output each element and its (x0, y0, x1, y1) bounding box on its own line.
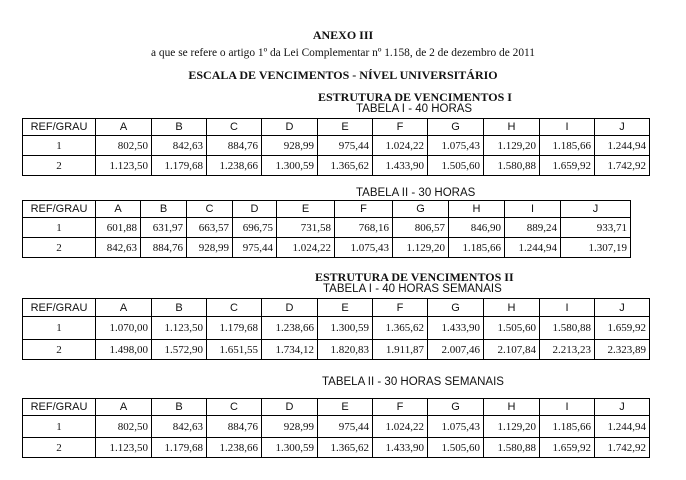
header-grade-e: E (277, 201, 335, 218)
table-header-row (23, 119, 650, 136)
value-cell: 2.107,84 (484, 340, 540, 360)
value-cell: 1.300,59 (262, 438, 318, 458)
header-ref-grau: REF/GRAU (23, 299, 96, 317)
header-grade-f: F (373, 299, 428, 317)
table-row (23, 340, 650, 360)
value-cell: 928,99 (262, 416, 318, 438)
value-cell: 768,16 (335, 218, 393, 238)
value-cell: 1.433,90 (373, 438, 428, 458)
value-cell: 1.185,66 (449, 238, 505, 258)
value-cell: 928,99 (262, 136, 318, 156)
value-cell: 1.024,22 (373, 136, 428, 156)
salary-table-structure-ii-40h (22, 298, 650, 360)
value-cell: 1.505,60 (484, 317, 540, 340)
row-ref: 1 (23, 136, 96, 156)
table-row (23, 317, 650, 340)
row-ref: 1 (23, 416, 96, 438)
value-cell: 1.659,92 (595, 317, 650, 340)
header-ref-grau: REF/GRAU (23, 399, 96, 416)
value-cell: 1.505,60 (428, 156, 484, 176)
header-grade-i: I (540, 119, 595, 136)
header-grade-e: E (318, 399, 373, 416)
value-cell: 1.580,88 (484, 438, 540, 458)
value-cell: 1.024,22 (373, 416, 428, 438)
value-cell: 1.659,92 (540, 438, 595, 458)
value-cell: 1.024,22 (277, 238, 335, 258)
value-cell: 889,24 (505, 218, 561, 238)
table-header-row (23, 201, 631, 218)
table-title-ii-30h: TABELA II - 30 HORAS (356, 187, 476, 199)
value-cell: 842,63 (96, 238, 141, 258)
header-grade-g: G (428, 119, 484, 136)
header-grade-b: B (152, 399, 207, 416)
value-cell: 1.505,60 (428, 438, 484, 458)
header-grade-b: B (141, 201, 187, 218)
value-cell: 1.300,59 (318, 317, 373, 340)
value-cell: 631,97 (141, 218, 187, 238)
header-grade-f: F (335, 201, 393, 218)
law-reference: a que se refere o artigo 1º da Lei Complementar nº 1.158, de 2 de dezembro de 2011 (151, 47, 535, 59)
annex-title: ANEXO III (312, 28, 374, 42)
header-grade-j: J (595, 399, 650, 416)
table-title-ii-30h-weekly: TABELA II - 30 HORAS SEMANAIS (322, 376, 504, 388)
header-grade-e: E (318, 299, 373, 317)
value-cell: 1.238,66 (207, 156, 262, 176)
value-cell: 975,44 (318, 416, 373, 438)
salary-table-structure-i-40h (22, 118, 650, 176)
value-cell: 1.742,92 (595, 438, 650, 458)
header-grade-g: G (428, 299, 484, 317)
value-cell: 1.123,50 (96, 156, 152, 176)
value-cell: 1.179,68 (152, 156, 207, 176)
header-grade-g: G (428, 399, 484, 416)
value-cell: 2.323,89 (595, 340, 650, 360)
header-grade-j: J (595, 299, 650, 317)
header-grade-j: J (561, 201, 631, 218)
value-cell: 1.244,94 (595, 136, 650, 156)
row-ref: 2 (23, 238, 96, 258)
table-header-row (23, 299, 650, 317)
value-cell: 601,88 (96, 218, 141, 238)
value-cell: 802,50 (96, 136, 152, 156)
table-title-ii-40h-weekly: TABELA I - 40 HORAS SEMANAIS (323, 283, 502, 295)
table-row (23, 238, 631, 258)
table-title-i-40h: TABELA I - 40 HORAS (356, 103, 473, 115)
section-title-structure-i: ESTRUTURA DE VENCIMENTOS I (318, 90, 512, 104)
value-cell: 1.911,87 (373, 340, 428, 360)
header-ref-grau: REF/GRAU (23, 119, 96, 136)
header-grade-b: B (152, 299, 207, 317)
value-cell: 1.580,88 (540, 317, 595, 340)
value-cell: 1.820,83 (318, 340, 373, 360)
value-cell: 2.213,23 (540, 340, 595, 360)
value-cell: 884,76 (207, 416, 262, 438)
header-grade-c: C (207, 119, 262, 136)
value-cell: 1.659,92 (540, 156, 595, 176)
value-cell: 842,63 (152, 136, 207, 156)
row-ref: 1 (23, 317, 96, 340)
header-grade-h: H (484, 399, 540, 416)
value-cell: 1.498,00 (96, 340, 152, 360)
header-grade-c: C (187, 201, 233, 218)
value-cell: 933,71 (561, 218, 631, 238)
header-grade-d: D (233, 201, 277, 218)
header-grade-a: A (96, 119, 152, 136)
header-grade-d: D (262, 119, 318, 136)
value-cell: 1.070,00 (96, 317, 152, 340)
value-cell: 1.244,94 (505, 238, 561, 258)
value-cell: 842,63 (152, 416, 207, 438)
value-cell: 1.365,62 (373, 317, 428, 340)
value-cell: 2.007,46 (428, 340, 484, 360)
row-ref: 2 (23, 438, 96, 458)
header-grade-b: B (152, 119, 207, 136)
header-grade-f: F (373, 399, 428, 416)
value-cell: 731,58 (277, 218, 335, 238)
value-cell: 1.433,90 (428, 317, 484, 340)
header-grade-i: I (540, 299, 595, 317)
value-cell: 884,76 (141, 238, 187, 258)
value-cell: 1.179,68 (152, 438, 207, 458)
value-cell: 1.075,43 (428, 136, 484, 156)
value-cell: 1.123,50 (96, 438, 152, 458)
value-cell: 846,90 (449, 218, 505, 238)
value-cell: 1.365,62 (318, 438, 373, 458)
value-cell: 802,50 (96, 416, 152, 438)
header-grade-c: C (207, 299, 262, 317)
header-grade-i: I (540, 399, 595, 416)
value-cell: 1.572,90 (152, 340, 207, 360)
header-grade-j: J (595, 119, 650, 136)
value-cell: 1.123,50 (152, 317, 207, 340)
value-cell: 1.365,62 (318, 156, 373, 176)
header-grade-f: F (373, 119, 428, 136)
value-cell: 884,76 (207, 136, 262, 156)
value-cell: 1.185,66 (540, 136, 595, 156)
header-grade-i: I (505, 201, 561, 218)
value-cell: 806,57 (393, 218, 449, 238)
value-cell: 663,57 (187, 218, 233, 238)
value-cell: 1.238,66 (262, 317, 318, 340)
value-cell: 1.185,66 (540, 416, 595, 438)
value-cell: 1.433,90 (373, 156, 428, 176)
salary-table-structure-i-30h (22, 200, 631, 258)
value-cell: 1.179,68 (207, 317, 262, 340)
header-grade-g: G (393, 201, 449, 218)
value-cell: 1.580,88 (484, 156, 540, 176)
value-cell: 1.300,59 (262, 156, 318, 176)
value-cell: 1.129,20 (393, 238, 449, 258)
value-cell: 696,75 (233, 218, 277, 238)
header-ref-grau: REF/GRAU (23, 201, 96, 218)
header-grade-d: D (262, 299, 318, 317)
value-cell: 1.075,43 (428, 416, 484, 438)
header-grade-a: A (96, 399, 152, 416)
header-grade-c: C (207, 399, 262, 416)
value-cell: 1.129,20 (484, 416, 540, 438)
value-cell: 975,44 (233, 238, 277, 258)
table-header-row (23, 399, 650, 416)
header-grade-a: A (96, 201, 141, 218)
row-ref: 2 (23, 340, 96, 360)
table-row (23, 136, 650, 156)
scale-title: ESCALA DE VENCIMENTOS - NÍVEL UNIVERSITÁRIO (188, 68, 498, 82)
value-cell: 928,99 (187, 238, 233, 258)
header-grade-e: E (318, 119, 373, 136)
value-cell: 1.307,19 (561, 238, 631, 258)
header-grade-h: H (484, 119, 540, 136)
value-cell: 1.742,92 (595, 156, 650, 176)
value-cell: 1.238,66 (207, 438, 262, 458)
header-grade-d: D (262, 399, 318, 416)
value-cell: 975,44 (318, 136, 373, 156)
value-cell: 1.129,20 (484, 136, 540, 156)
header-grade-h: H (449, 201, 505, 218)
salary-table-structure-ii-30h (22, 398, 650, 458)
section-title-structure-ii: ESTRUTURA DE VENCIMENTOS II (315, 270, 514, 284)
value-cell: 1.075,43 (335, 238, 393, 258)
row-ref: 1 (23, 218, 96, 238)
header-grade-h: H (484, 299, 540, 317)
table-row (23, 156, 650, 176)
table-row (23, 218, 631, 238)
row-ref: 2 (23, 156, 96, 176)
value-cell: 1.734,12 (262, 340, 318, 360)
table-row (23, 416, 650, 438)
header-grade-a: A (96, 299, 152, 317)
value-cell: 1.651,55 (207, 340, 262, 360)
value-cell: 1.244,94 (595, 416, 650, 438)
table-row (23, 438, 650, 458)
